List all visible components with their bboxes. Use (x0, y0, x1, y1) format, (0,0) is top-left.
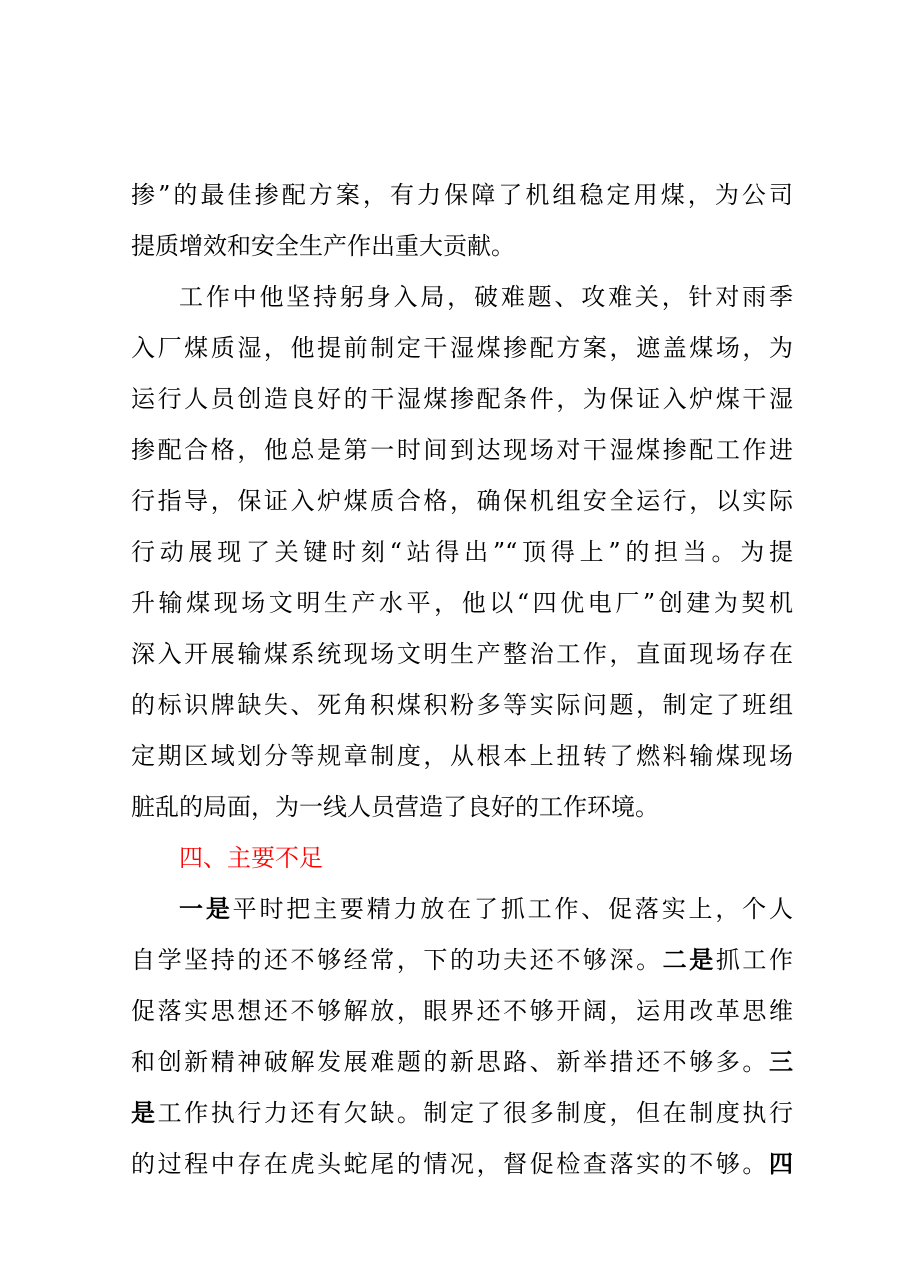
paragraph-line: 行指导，保证入炉煤质合格，确保机组安全运行，以实际 (131, 487, 793, 515)
paragraph-line: 促落实思想还不够解放，眼界还不够开阔，运用改革思维 (131, 997, 793, 1025)
paragraph-line (131, 1037, 793, 1088)
line-text: 抓工作 (715, 946, 793, 974)
bold-lead: 一是 (179, 895, 233, 923)
paragraph-line: 升输煤现场文明生产水平，他以“四优电厂”创建为契机 (131, 589, 793, 617)
paragraph-line: 的标识牌缺失、死角积煤积粉多等实际问题，制定了班组 (131, 691, 793, 719)
document-body (131, 170, 793, 1190)
paragraph-line: 运行人员创造良好的干湿煤掺配条件，为保证入炉煤干湿 (131, 385, 793, 413)
paragraph-line: 掺”的最佳掺配方案，有力保障了机组稳定用煤，为公司 (131, 181, 793, 209)
paragraph-line: 定期区域划分等规章制度，从根本上扭转了燃料输煤现场 (131, 742, 793, 770)
paragraph-line: 入厂煤质湿，他提前制定干湿煤掺配方案，遮盖煤场，为 (131, 334, 793, 362)
paragraph-line (131, 1139, 793, 1190)
line-text: 工作执行力还有欠缺。制定了很多制度，但在制度执行 (157, 1099, 793, 1127)
paragraph-line (131, 935, 793, 986)
line-text: 自学坚持的还不够经常，下的功夫还不够深。 (131, 946, 663, 974)
bold-lead: 是 (131, 1099, 158, 1127)
paragraph-line: 脏乱的局面，为一线人员营造了良好的工作环境。 (131, 793, 659, 821)
bold-lead: 三 (769, 1048, 793, 1076)
line-text: 和创新精神破解发展难题的新思路、新举措还不够多。 (131, 1048, 769, 1076)
paragraph-line: 工作中他坚持躬身入局，破难题、攻难关，针对雨季 (179, 283, 793, 311)
bold-lead: 四 (769, 1150, 793, 1178)
line-text: 的过程中存在虎头蛇尾的情况，督促检查落实的不够。 (131, 1150, 769, 1178)
paragraph-line (131, 884, 793, 935)
paragraph-line: 掺配合格，他总是第一时间到达现场对干湿煤掺配工作进 (131, 436, 793, 464)
line-text: 平时把主要精力放在了抓工作、促落实上，个人 (232, 895, 793, 923)
paragraph-line: 提质增效和安全生产作出重大贡献。 (131, 232, 515, 260)
paragraph-line: 行动展现了关键时刻“站得出”“顶得上”的担当。为提 (131, 538, 793, 566)
paragraph-line: 深入开展输煤系统现场文明生产整治工作，直面现场存在 (131, 640, 793, 668)
bold-lead: 二是 (662, 946, 716, 974)
paragraph-line (131, 1088, 793, 1139)
section-heading: 四、主要不足 (179, 844, 323, 872)
